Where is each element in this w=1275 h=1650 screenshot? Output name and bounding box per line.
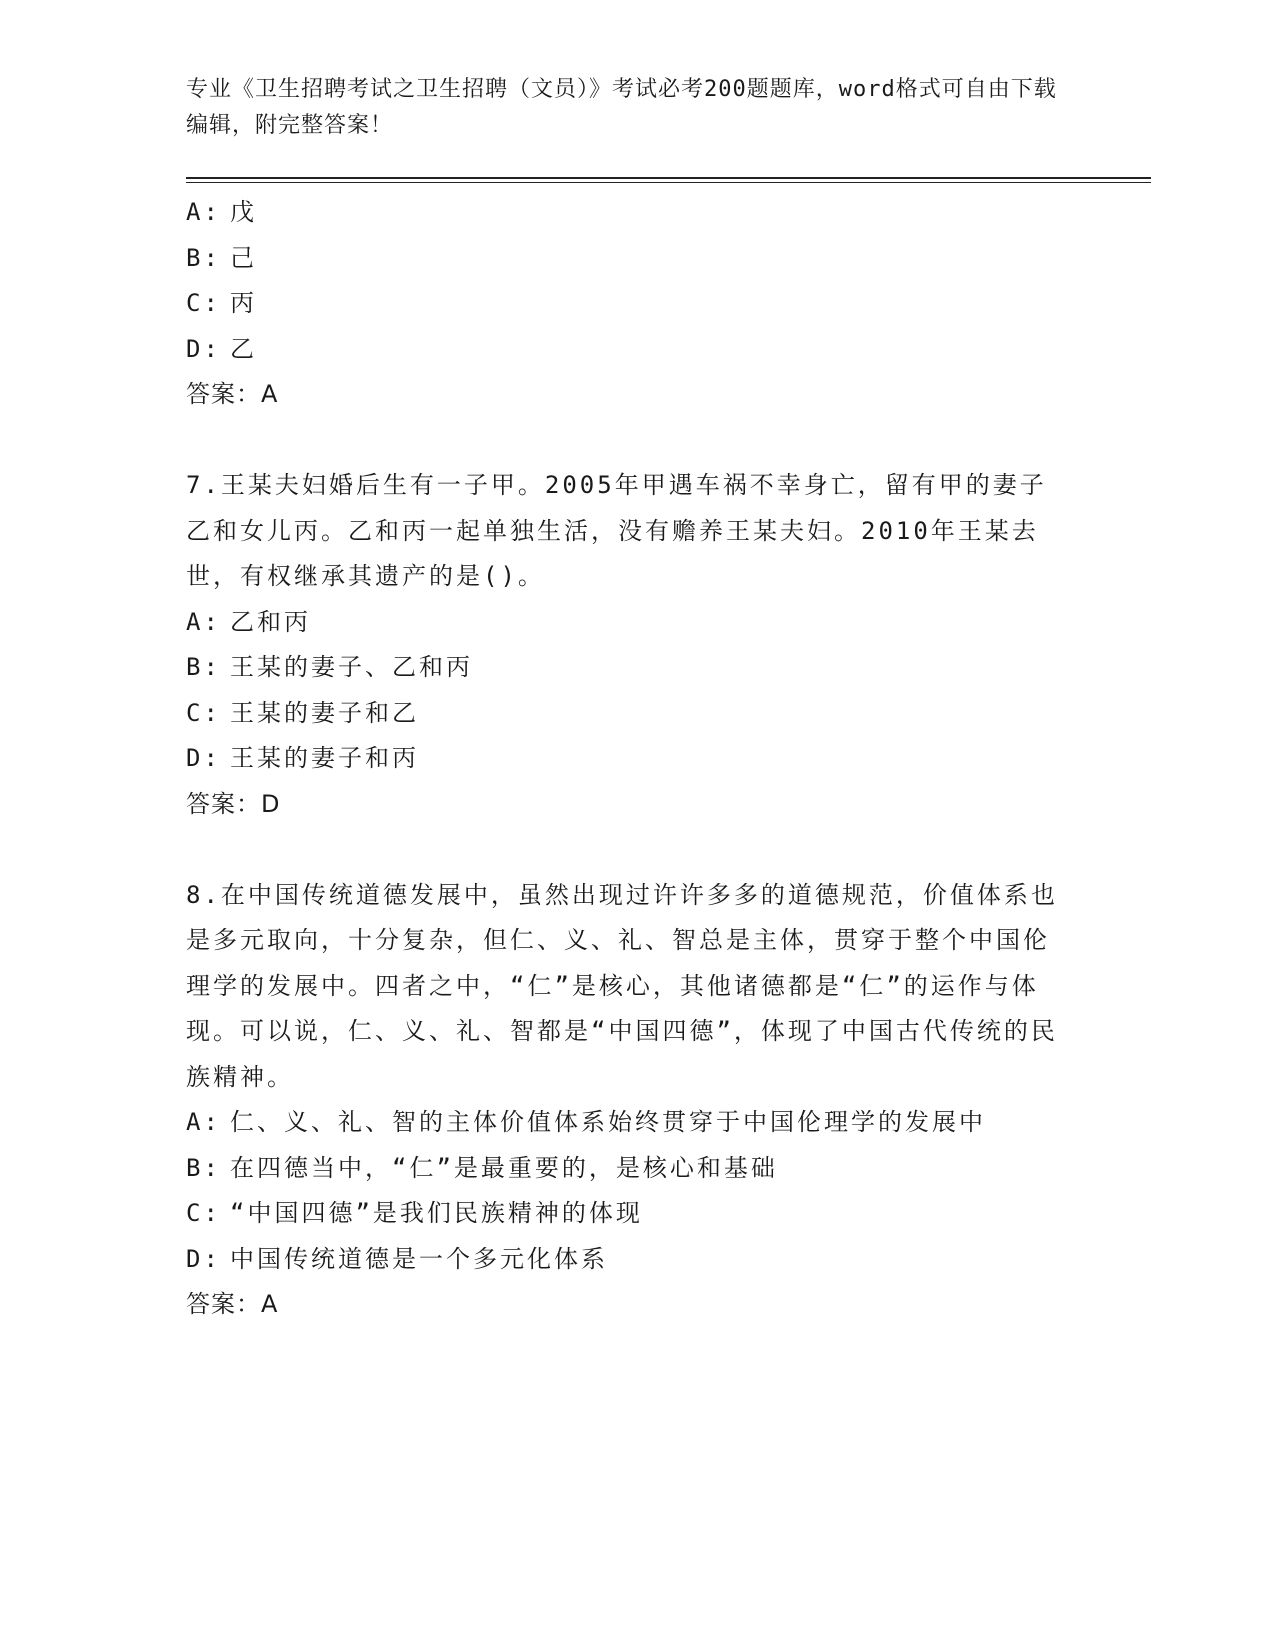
option-letter: B:: [186, 243, 221, 272]
option-letter: B:: [186, 653, 221, 681]
option-c: [186, 691, 1066, 737]
option-letter: C:: [186, 1199, 221, 1227]
option-d: [186, 1237, 1066, 1283]
document-header: 专业《卫生招聘考试之卫生招聘（文员）》考试必考200题题库，word格式可自由下载编辑，附完整答案！: [186, 77, 1057, 138]
option-text: 乙和丙: [230, 607, 311, 636]
option-text: 王某的妻子和丙: [230, 744, 419, 772]
option-c: [186, 1191, 1066, 1237]
header-rule-thin: [186, 182, 1151, 183]
option-text: 在四德当中，“仁”是最重要的，是核心和基础: [230, 1153, 778, 1182]
option-c: [186, 281, 1066, 327]
option-text: “中国四德”是我们民族精神的体现: [230, 1199, 643, 1227]
document-body: [186, 190, 1066, 1328]
option-letter: C:: [186, 289, 221, 317]
option-text: 戊: [230, 198, 257, 226]
option-letter: D:: [186, 1244, 221, 1273]
header-rule-thick: [186, 177, 1151, 179]
option-b: [186, 236, 1066, 282]
option-d: [186, 736, 1066, 782]
option-letter: A:: [186, 607, 221, 636]
option-text: 王某的妻子和乙: [230, 698, 419, 727]
option-b: [186, 645, 1066, 691]
option-letter: A:: [186, 1108, 221, 1136]
prev-question-options: [186, 190, 1066, 418]
option-letter: D:: [186, 744, 221, 772]
question-text: 8.在中国传统道德发展中，虽然出现过许许多多的道德规范，价值体系也是多元取向，十分复杂，但仁、义、礼、智总是主体，贯穿于整个中国伦理学的发展中。四者之中，“仁”是核心，其他诸德都是“仁”的运作与体现。可以说，仁、义、礼、智都是“中国四德”，体现了中国古代传统的民族精神。: [186, 880, 1058, 1091]
option-letter: B:: [186, 1153, 221, 1182]
option-letter: D:: [186, 334, 221, 363]
question-text: 7.王某夫妇婚后生有一子甲。2005年甲遇车祸不幸身亡，留有甲的妻子乙和女儿丙。乙和丙一起单独生活，没有赡养王某夫妇。2010年王某去世，有权继承其遗产的是()。: [186, 471, 1047, 590]
spacer: [186, 418, 1066, 464]
option-text: 仁、义、礼、智的主体价值体系始终贯穿于中国伦理学的发展中: [230, 1108, 986, 1136]
option-text: 乙: [230, 334, 257, 363]
option-a: [186, 1100, 1066, 1146]
option-b: [186, 1146, 1066, 1192]
question-7: [186, 463, 1066, 827]
option-a: [186, 190, 1066, 236]
option-text: 王某的妻子、乙和丙: [230, 653, 473, 681]
option-letter: A:: [186, 198, 221, 226]
option-a: [186, 600, 1066, 646]
option-text: 中国传统道德是一个多元化体系: [230, 1244, 608, 1273]
question-8: [186, 873, 1066, 1328]
option-text: 丙: [230, 289, 257, 317]
answer-line: 答案：D: [186, 789, 281, 818]
answer-line: 答案：A: [186, 1290, 279, 1318]
spacer: [186, 827, 1066, 873]
option-letter: C:: [186, 698, 221, 727]
option-d: [186, 327, 1066, 373]
answer-line: 答案：A: [186, 380, 279, 408]
option-text: 己: [230, 243, 257, 272]
